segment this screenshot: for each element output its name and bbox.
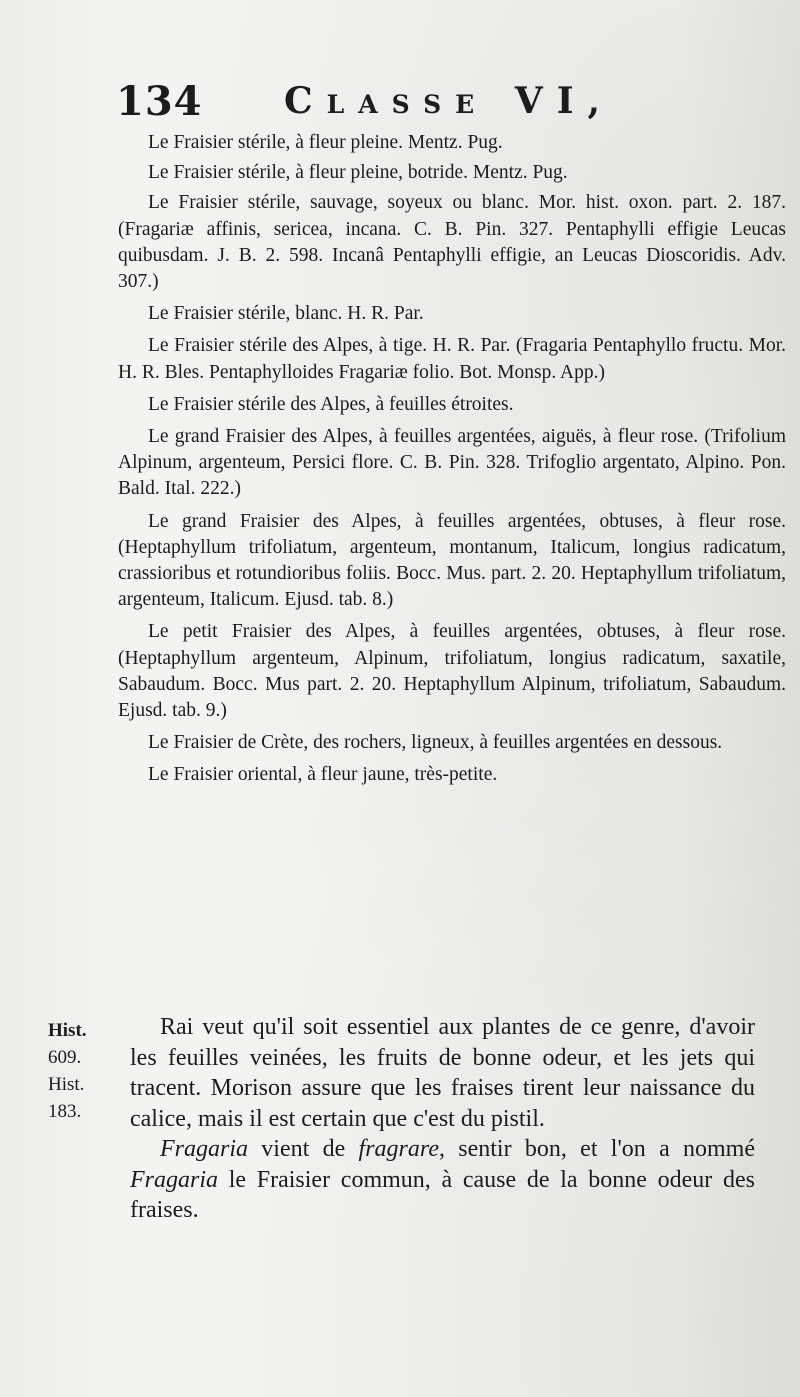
catalogue-entry: Le grand Fraisier des Alpes, à feuilles argentées, obtuses, à fleur rose. (Heptaphyllum trifoliatum, argenteum, montanum, Italicum, longius radicatum, crassioribus et rotundioribus foliis. Bocc. Mus. part. 2. 20. Heptaphyllum trifoliatum, argenteum, Italicum. Ejusd. tab. 8.)	[118, 510, 786, 611]
catalogue-entry: Le Fraisier oriental, à fleur jaune, très-petite.	[148, 764, 498, 786]
margin-note: Hist.	[48, 1020, 87, 1041]
catalogue-entry: Le Fraisier stérile des Alpes, à feuilles étroites.	[148, 393, 514, 415]
margin-note: 609.	[48, 1047, 82, 1068]
catalogue-entry: Le grand Fraisier des Alpes, à feuilles argentées, aiguës, à fleur rose. (Trifolium Alpinum, argenteum, Persici flore. C. B. Pin. 328. Trifoglio argentato, Alpino. Pon. Bald. Ital. 222.)	[118, 426, 786, 500]
page-number: 134	[116, 78, 203, 125]
catalogue-entry: Le Fraisier stérile, à fleur pleine. Mentz. Pug.	[148, 132, 503, 153]
catalogue-entry: Le petit Fraisier des Alpes, à feuilles argentées, obtuses, à fleur rose. (Heptaphyllum argenteum, Alpinum, trifoliatum, longius radicatum, saxatile, Sabaudum. Bocc. Mus part. 2. 20. Heptaphyllum Alpinum, trifoliatum, Sabaudum. Ejusd. tab. 9.)	[118, 621, 786, 722]
catalogue-entry: Le Fraisier de Crète, des rochers, ligneux, à feuilles argentées en dessous.	[148, 732, 723, 754]
commentary-fragment: le Fraisier commun, à cause de la bonne odeur des fraises.	[130, 1166, 755, 1223]
commentary-text	[130, 1012, 755, 1226]
margin-note: Hist.	[48, 1074, 85, 1095]
catalogue-entry: Le Fraisier stérile des Alpes, à tige. H. R. Par. (Fragaria Pentaphyllo fructu. Mor. H. R. Bles. Pentaphylloides Fragariæ folio. Bot. Monsp. App.)	[118, 335, 786, 383]
commentary-paragraph-etymology	[130, 1134, 755, 1226]
commentary-fragment: , sentir bon, et l'on a nommé	[438, 1136, 755, 1162]
commentary-fragment: vient de	[248, 1136, 359, 1162]
catalogue-entry: Le Fraisier stérile, sauvage, soyeux ou blanc. Mor. hist. oxon. part. 2. 187. (Fragariæ affinis, sericea, incana. C. B. Pin. 327. Pentaphylli effigie Leucas quibusdam. J. B. 2. 598. Incanâ Pentaphylli effigie, an Leucas Dioscoridis. Adv. 307.)	[118, 192, 786, 293]
catalogue-entry: Le Fraisier stérile, blanc. H. R. Par.	[148, 303, 424, 325]
chapter-title: Classe VI,	[284, 80, 615, 122]
commentary-paragraph: Rai veut qu'il soit essentiel aux plantes de ce genre, d'avoir les feuilles veinées, les fruits de bonne odeur, et les jets qui tracent. Morison assure que les fraises tirent leur naissance du calice, mais il est certain que c'est du pistil.	[130, 1014, 755, 1132]
species-catalogue	[118, 130, 786, 795]
margin-references	[48, 1017, 118, 1125]
margin-note: 183.	[48, 1101, 82, 1122]
latin-term: fragrare	[358, 1136, 439, 1162]
latin-term: Fragaria	[130, 1166, 219, 1193]
catalogue-entry: Le Fraisier stérile, à fleur pleine, botride. Mentz. Pug.	[148, 162, 568, 184]
latin-term: Fragaria	[160, 1136, 249, 1162]
